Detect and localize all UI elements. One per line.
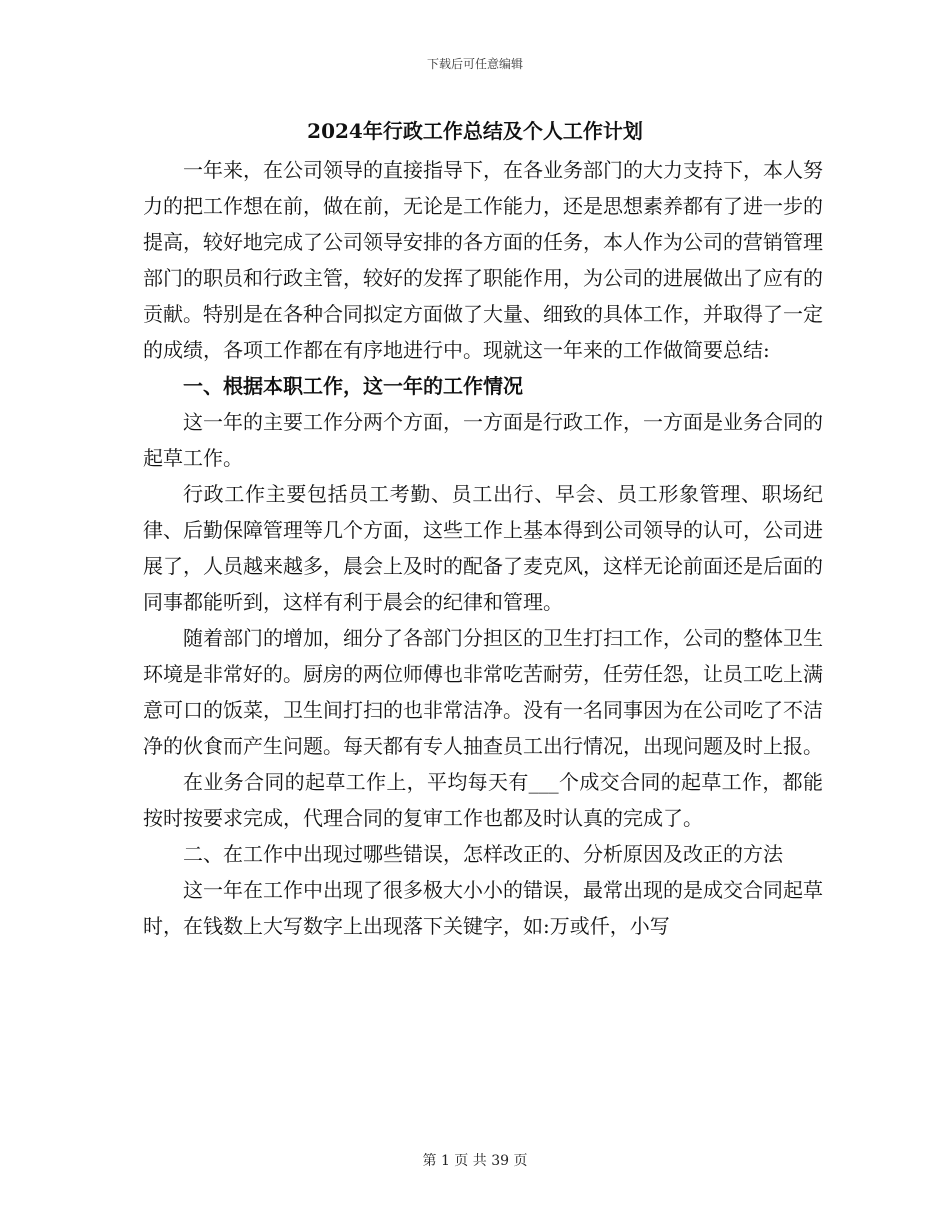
document-body <box>143 152 823 944</box>
paragraph-admin-work: 行政工作主要包括员工考勤、员工出行、早会、员工形象管理、职场纪律、后勤保障管理等几个方面，这些工作上基本得到公司领导的认可，公司进展了，人员越来越多，晨会上及时的配备了麦克风，这样无论前面还是后面的同事都能听到，这样有利于晨会的纪律和管理。 <box>143 482 823 614</box>
paragraph-main-work: 这一年的主要工作分两个方面，一方面是行政工作，一方面是业务合同的起草工作。 <box>143 410 823 470</box>
paragraph-contracts: 在业务合同的起草工作上，平均每天有___个成交合同的起草工作，都能按时按要求完成，代理合同的复审工作也都及时认真的完成了。 <box>143 770 823 830</box>
page-header-note: 下载后可任意编辑 <box>426 57 523 71</box>
page-footer-number: 第 1 页 共 39 页 <box>422 1153 528 1169</box>
paragraph-intro: 一年来，在公司领导的直接指导下，在各业务部门的大力支持下，本人努力的把工作想在前，做在前，无论是工作能力，还是思想素养都有了进一步的提高，较好地完成了公司领导安排的各方面的任务，本人作为公司的营销管理部门的职员和行政主管，较好的发挥了职能作用，为公司的进展做出了应有的贡献。特别是在各种合同拟定方面做了大量、细致的具体工作，并取得了一定的成绩，各项工作都在有序地进行中。现就这一年来的工作做简要总结: <box>143 158 823 362</box>
section-heading-1: 一、根据本职工作，这一年的工作情况 <box>183 374 523 398</box>
paragraph-hygiene: 随着部门的增加，细分了各部门分担区的卫生打扫工作，公司的整体卫生环境是非常好的。厨房的两位师傅也非常吃苦耐劳，任劳任怨，让员工吃上满意可口的饭菜，卫生间打扫的也非常洁净。没有一名同事因为在公司吃了不洁净的伙食而产生问题。每天都有专人抽查员工出行情况，出现问题及时上报。 <box>143 626 823 758</box>
paragraph-errors: 这一年在工作中出现了很多极大小小的错误，最常出现的是成交合同起草时，在钱数上大写数字上出现落下关键字，如:万或仟，小写 <box>143 878 823 938</box>
document-title: 2024年行政工作总结及个人工作计划 <box>307 119 643 143</box>
section-heading-2: 二、在工作中出现过哪些错误，怎样改正的、分析原因及改正的方法 <box>183 842 783 866</box>
